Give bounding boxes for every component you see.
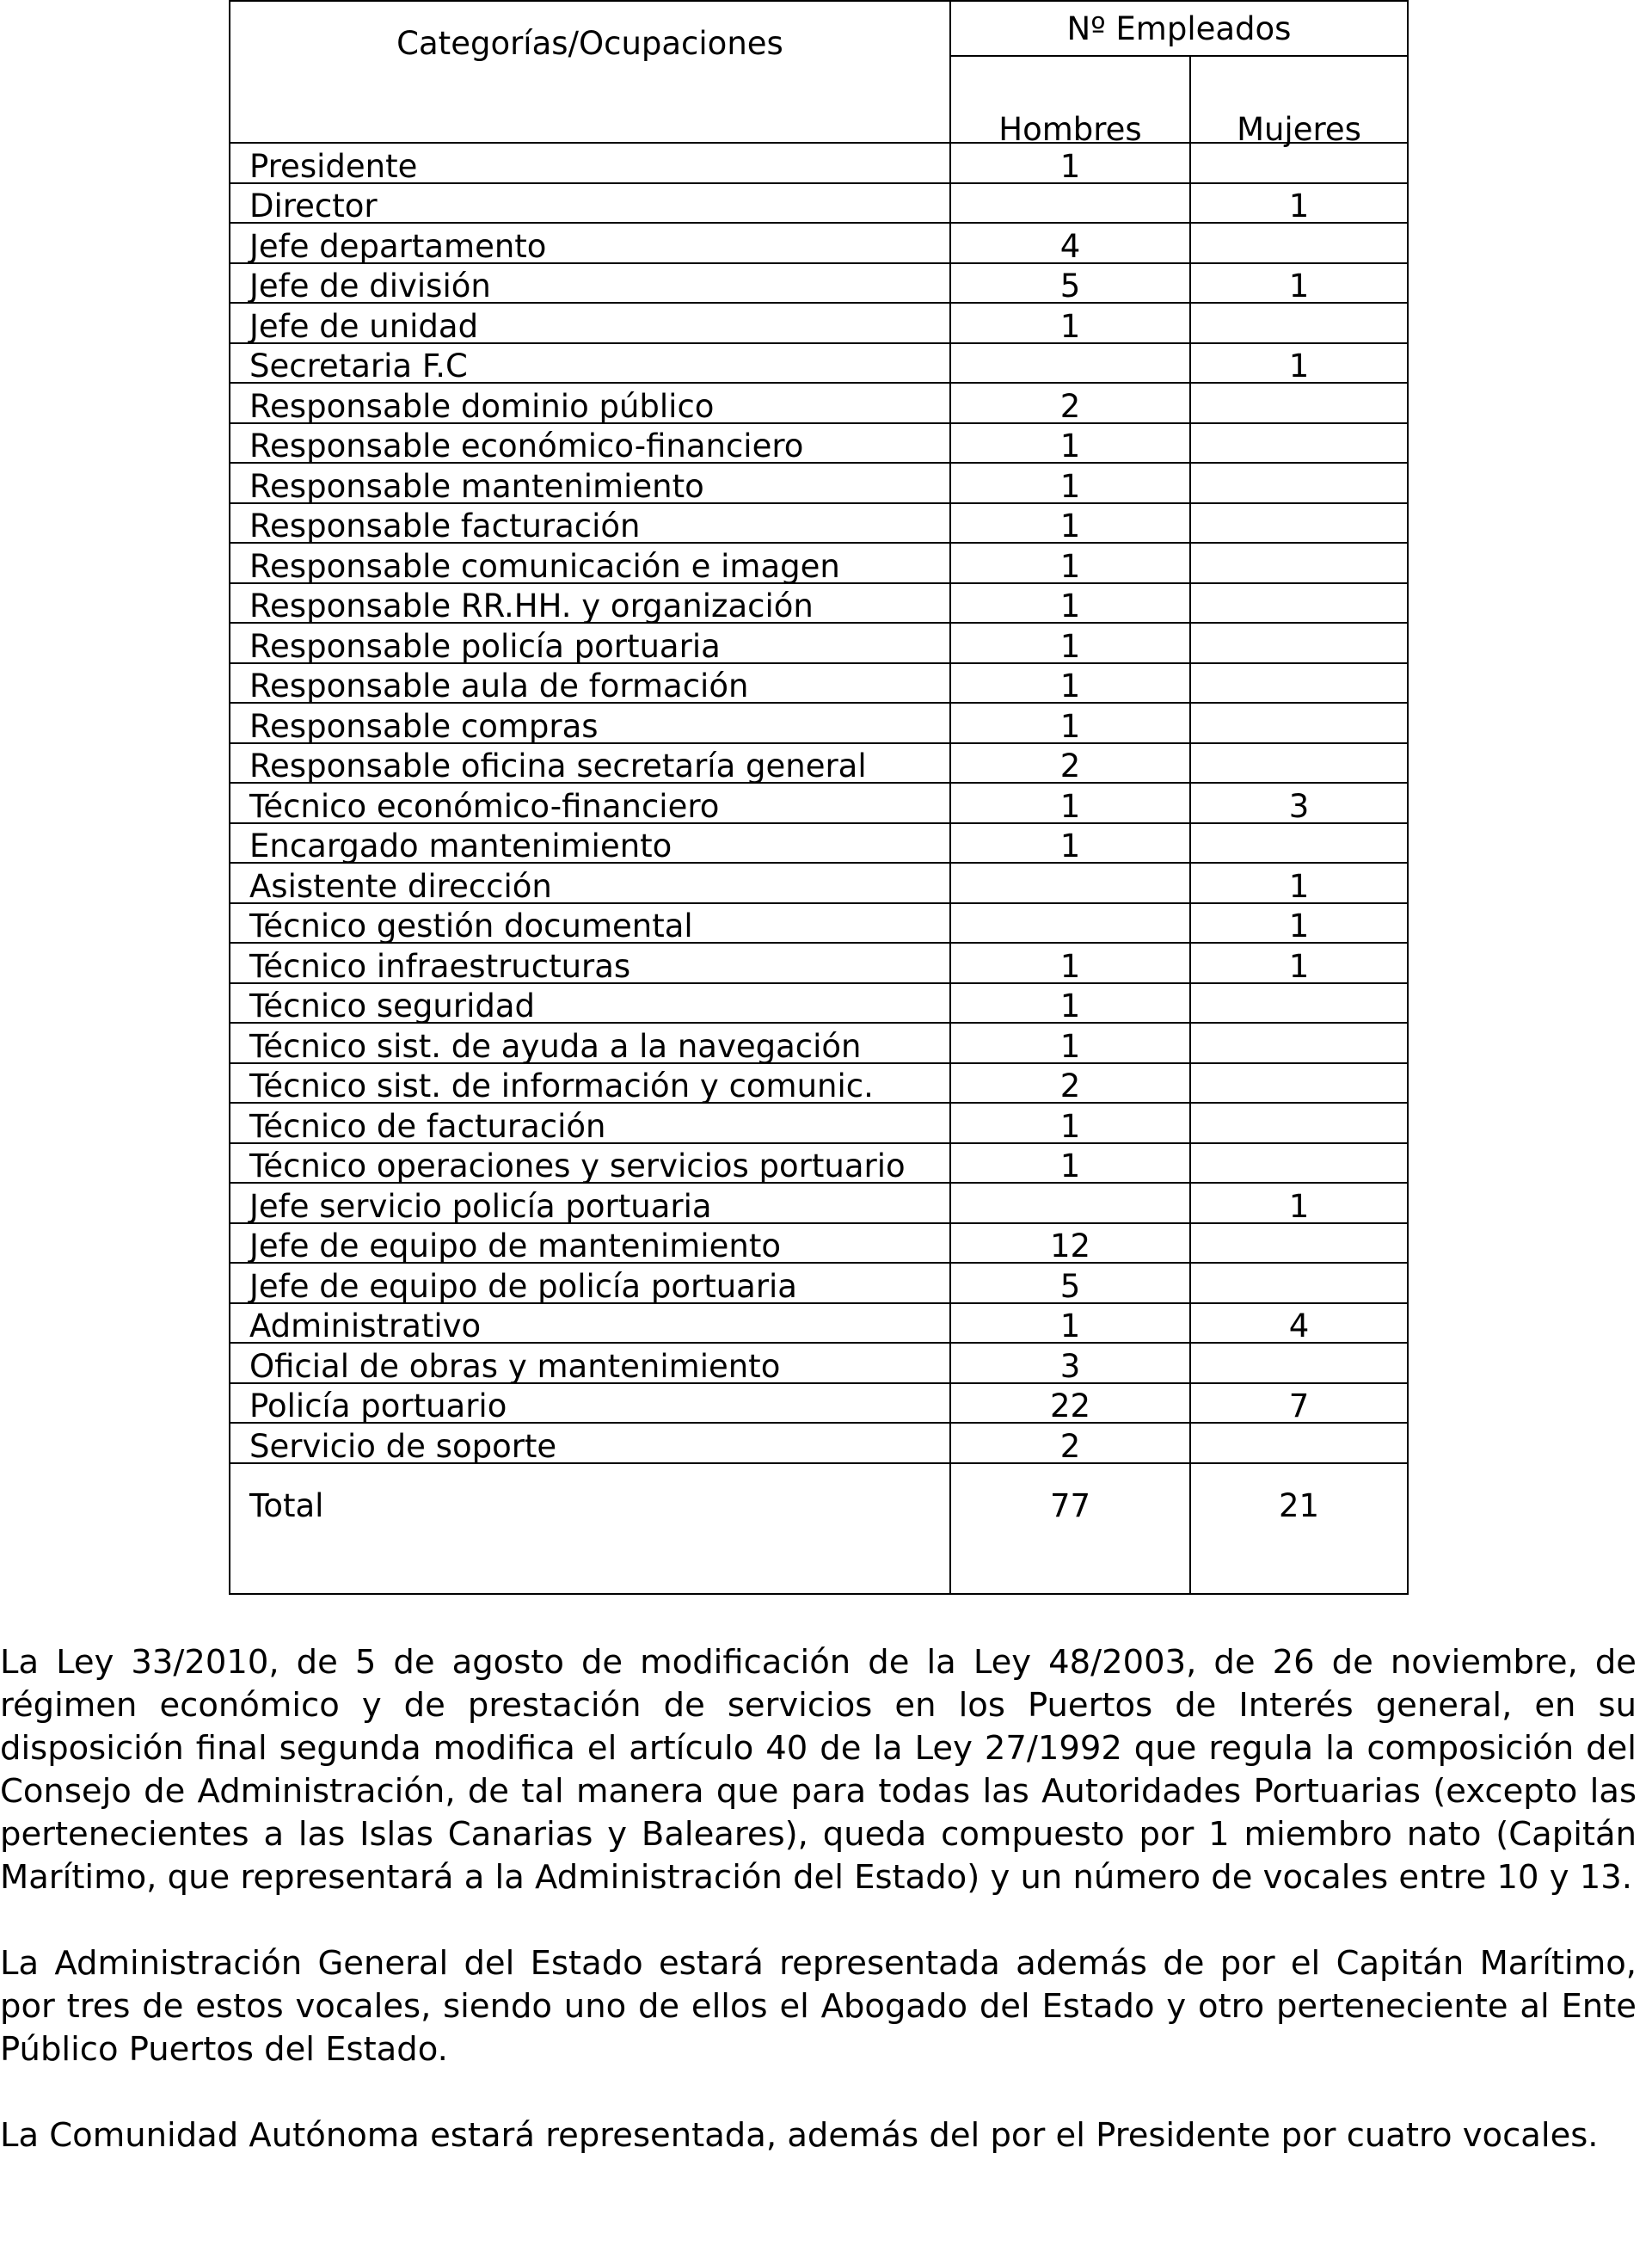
row-men-cell: 1 bbox=[950, 1103, 1190, 1143]
row-men-cell: 22 bbox=[950, 1383, 1190, 1424]
table-row bbox=[230, 863, 1408, 903]
row-men-cell bbox=[950, 183, 1190, 224]
table-row bbox=[230, 1423, 1408, 1463]
row-category-cell: Responsable compras bbox=[230, 703, 950, 743]
row-women-cell bbox=[1190, 303, 1408, 343]
row-category-cell: Responsable facturación bbox=[230, 503, 950, 544]
row-men-cell: 1 bbox=[950, 1303, 1190, 1344]
body-text bbox=[0, 1641, 1637, 2200]
table-row bbox=[230, 1263, 1408, 1303]
header-women: Mujeres bbox=[1190, 56, 1408, 143]
row-women-cell bbox=[1190, 1263, 1408, 1303]
row-men-cell: 1 bbox=[950, 503, 1190, 544]
row-men-cell: 1 bbox=[950, 1143, 1190, 1184]
table-row bbox=[230, 623, 1408, 663]
row-women-cell bbox=[1190, 1423, 1408, 1463]
row-men-cell bbox=[950, 1183, 1190, 1223]
table-row bbox=[230, 1023, 1408, 1063]
row-men-cell: 4 bbox=[950, 223, 1190, 263]
row-men-cell: 1 bbox=[950, 463, 1190, 503]
row-men-cell bbox=[950, 863, 1190, 903]
table-row bbox=[230, 543, 1408, 583]
table-row bbox=[230, 423, 1408, 464]
row-category-cell: Responsable RR.HH. y organización bbox=[230, 583, 950, 624]
table-row bbox=[230, 783, 1408, 823]
row-women-cell bbox=[1190, 703, 1408, 743]
row-women-cell bbox=[1190, 1343, 1408, 1383]
row-men-cell: 5 bbox=[950, 263, 1190, 304]
total-women: 21 bbox=[1190, 1463, 1408, 1594]
row-women-cell: 4 bbox=[1190, 1303, 1408, 1344]
table-row bbox=[230, 983, 1408, 1024]
table-row bbox=[230, 903, 1408, 944]
row-women-cell: 1 bbox=[1190, 943, 1408, 983]
table-row bbox=[230, 1383, 1408, 1424]
paragraph: La Ley 33/2010, de 5 de agosto de modificación de la Ley 48/2003, de 26 de noviembre, de régimen económico y de prestación de servicios en los Puertos de Interés general, en su disposición final segunda modifica el artículo 40 de la Ley 27/1992 que regula la composición del Consejo de Administración, de tal manera que para todas las Autoridades Portuarias (excepto las pertenecientes a las Islas Canarias y Baleares), queda compuesto por 1 miembro nato (Capitán Marítimo, que representará a la Administración del Estado) y un número de vocales entre 10 y 13. bbox=[0, 1643, 1637, 1897]
row-category-cell: Secretaria F.C bbox=[230, 343, 950, 384]
row-category-cell: Oficial de obras y mantenimiento bbox=[230, 1343, 950, 1383]
row-men-cell: 2 bbox=[950, 1063, 1190, 1104]
row-women-cell: 1 bbox=[1190, 863, 1408, 903]
row-women-cell bbox=[1190, 543, 1408, 583]
row-men-cell: 2 bbox=[950, 383, 1190, 423]
row-men-cell: 1 bbox=[950, 663, 1190, 704]
row-men-cell: 1 bbox=[950, 543, 1190, 583]
row-category-cell: Jefe de equipo de policía portuaria bbox=[230, 1263, 950, 1303]
row-women-cell bbox=[1190, 1063, 1408, 1104]
row-women-cell bbox=[1190, 503, 1408, 544]
row-women-cell bbox=[1190, 823, 1408, 864]
total-row bbox=[230, 1463, 1408, 1594]
row-men-cell: 1 bbox=[950, 423, 1190, 464]
table-row bbox=[230, 143, 1408, 183]
row-women-cell: 7 bbox=[1190, 1383, 1408, 1424]
row-category-cell: Responsable dominio público bbox=[230, 383, 950, 423]
header-category: Categorías/Ocupaciones bbox=[230, 1, 950, 143]
table-row bbox=[230, 463, 1408, 503]
row-women-cell bbox=[1190, 143, 1408, 183]
paragraph: La Administración General del Estado estará representada además de por el Capitán Marítimo, por tres de estos vocales, siendo uno de ellos el Abogado del Estado y otro perteneciente al Ente Público Puertos del Estado. bbox=[0, 1944, 1637, 2069]
employees-table bbox=[229, 0, 1409, 1595]
table-row bbox=[230, 183, 1408, 224]
row-women-cell bbox=[1190, 623, 1408, 663]
row-category-cell: Técnico económico-financiero bbox=[230, 783, 950, 823]
row-men-cell: 1 bbox=[950, 983, 1190, 1024]
row-men-cell: 1 bbox=[950, 1023, 1190, 1063]
row-men-cell: 1 bbox=[950, 703, 1190, 743]
table-row bbox=[230, 1143, 1408, 1184]
row-women-cell bbox=[1190, 1103, 1408, 1143]
row-women-cell bbox=[1190, 663, 1408, 704]
table-row bbox=[230, 223, 1408, 263]
row-women-cell: 1 bbox=[1190, 343, 1408, 384]
table-row bbox=[230, 1343, 1408, 1383]
total-label: Total bbox=[230, 1463, 950, 1594]
row-category-cell: Técnico infraestructuras bbox=[230, 943, 950, 983]
row-category-cell: Jefe servicio policía portuaria bbox=[230, 1183, 950, 1223]
row-women-cell: 1 bbox=[1190, 183, 1408, 224]
row-men-cell: 1 bbox=[950, 583, 1190, 624]
row-category-cell: Jefe de equipo de mantenimiento bbox=[230, 1223, 950, 1264]
row-women-cell bbox=[1190, 383, 1408, 423]
table-row bbox=[230, 1183, 1408, 1223]
row-category-cell: Responsable policía portuaria bbox=[230, 623, 950, 663]
table-row bbox=[230, 663, 1408, 704]
row-men-cell bbox=[950, 343, 1190, 384]
row-category-cell: Policía portuario bbox=[230, 1383, 950, 1424]
row-category-cell: Encargado mantenimiento bbox=[230, 823, 950, 864]
table-row bbox=[230, 943, 1408, 983]
row-category-cell: Jefe de división bbox=[230, 263, 950, 304]
table-row bbox=[230, 1063, 1408, 1104]
row-category-cell: Técnico gestión documental bbox=[230, 903, 950, 944]
row-men-cell: 1 bbox=[950, 143, 1190, 183]
table-row bbox=[230, 503, 1408, 544]
row-women-cell bbox=[1190, 1023, 1408, 1063]
table-row bbox=[230, 583, 1408, 624]
row-category-cell: Responsable aula de formación bbox=[230, 663, 950, 704]
row-men-cell: 5 bbox=[950, 1263, 1190, 1303]
row-women-cell: 3 bbox=[1190, 783, 1408, 823]
table-row bbox=[230, 1223, 1408, 1264]
row-category-cell: Responsable económico-financiero bbox=[230, 423, 950, 464]
row-women-cell bbox=[1190, 1223, 1408, 1264]
row-women-cell bbox=[1190, 423, 1408, 464]
row-category-cell: Administrativo bbox=[230, 1303, 950, 1344]
header-employees: Nº Empleados bbox=[950, 1, 1408, 56]
row-category-cell: Técnico operaciones y servicios portuario bbox=[230, 1143, 950, 1184]
row-women-cell: 1 bbox=[1190, 903, 1408, 944]
row-men-cell: 1 bbox=[950, 783, 1190, 823]
row-category-cell: Servicio de soporte bbox=[230, 1423, 950, 1463]
row-category-cell: Presidente bbox=[230, 143, 950, 183]
row-women-cell: 1 bbox=[1190, 263, 1408, 304]
row-category-cell: Jefe departamento bbox=[230, 223, 950, 263]
row-men-cell: 1 bbox=[950, 823, 1190, 864]
total-men: 77 bbox=[950, 1463, 1190, 1594]
row-category-cell: Técnico sist. de ayuda a la navegación bbox=[230, 1023, 950, 1063]
table-row bbox=[230, 823, 1408, 864]
table-row bbox=[230, 263, 1408, 304]
row-category-cell: Responsable mantenimiento bbox=[230, 463, 950, 503]
row-category-cell: Director bbox=[230, 183, 950, 224]
row-women-cell bbox=[1190, 1143, 1408, 1184]
row-men-cell: 2 bbox=[950, 743, 1190, 784]
table-row bbox=[230, 703, 1408, 743]
row-category-cell: Técnico de facturación bbox=[230, 1103, 950, 1143]
row-category-cell: Técnico seguridad bbox=[230, 983, 950, 1024]
table-row bbox=[230, 1103, 1408, 1143]
row-men-cell: 2 bbox=[950, 1423, 1190, 1463]
table-row bbox=[230, 1303, 1408, 1344]
row-men-cell: 1 bbox=[950, 623, 1190, 663]
row-category-cell: Asistente dirección bbox=[230, 863, 950, 903]
row-women-cell bbox=[1190, 743, 1408, 784]
row-women-cell bbox=[1190, 463, 1408, 503]
table-row bbox=[230, 743, 1408, 784]
row-men-cell: 1 bbox=[950, 303, 1190, 343]
table-row bbox=[230, 343, 1408, 384]
table-row bbox=[230, 383, 1408, 423]
row-men-cell: 12 bbox=[950, 1223, 1190, 1264]
row-category-cell: Jefe de unidad bbox=[230, 303, 950, 343]
header-men: Hombres bbox=[950, 56, 1190, 143]
row-men-cell: 1 bbox=[950, 943, 1190, 983]
paragraph: La Comunidad Autónoma estará representada, además del por el Presidente por cuatro vocales. bbox=[0, 2116, 1599, 2155]
row-men-cell bbox=[950, 903, 1190, 944]
row-category-cell: Técnico sist. de información y comunic. bbox=[230, 1063, 950, 1104]
row-women-cell bbox=[1190, 583, 1408, 624]
row-category-cell: Responsable comunicación e imagen bbox=[230, 543, 950, 583]
row-women-cell: 1 bbox=[1190, 1183, 1408, 1223]
row-men-cell: 3 bbox=[950, 1343, 1190, 1383]
row-women-cell bbox=[1190, 223, 1408, 263]
row-category-cell: Responsable oficina secretaría general bbox=[230, 743, 950, 784]
table-row bbox=[230, 303, 1408, 343]
row-women-cell bbox=[1190, 983, 1408, 1024]
